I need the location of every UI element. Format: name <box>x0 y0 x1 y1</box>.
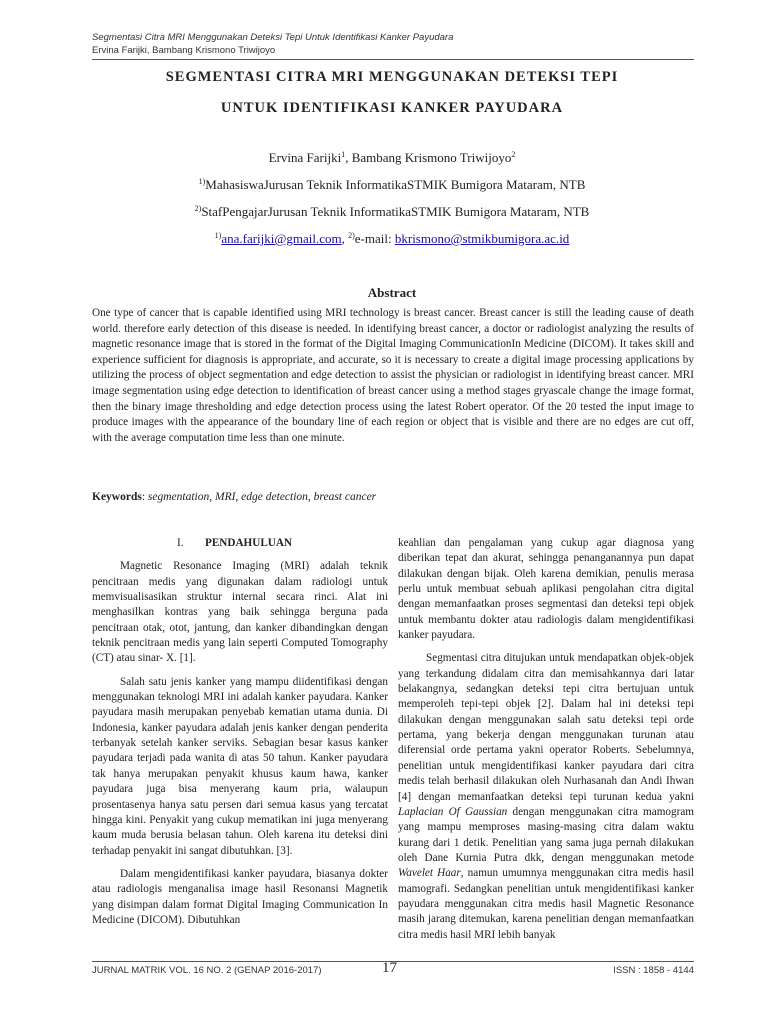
affiliation-1-sup: 1) <box>198 177 206 186</box>
body-paragraph: Dalam mengidentifikasi kanker payudara, biasanya dokter atau radiologis menganalisa image hasil Resonansi Magnetik yang disimpan dalam format Digital Imaging Communication In Medicine (DICOM). Dibutuhkan <box>92 867 388 926</box>
email-separator: , <box>341 231 349 246</box>
paragraph-text: , namun umumnya menggunakan citra medis hasil mamografi. Sedangkan penelitian untuk mengidentifikasi kanker payudara menggunakan citra medis hasil Magnetic Resonance masih jarang ditemukan, karena penelitian dengan memanfaatkan citra medis hasil MRI lebih banyak <box>398 867 694 941</box>
affiliation-2 <box>92 198 692 225</box>
keywords-text: segmentation, MRI, edge detection, breast cancer <box>147 491 377 503</box>
header-rule <box>92 59 694 60</box>
paper-title-line-2: UNTUK IDENTIFIKASI KANKER PAYUDARA <box>220 100 564 116</box>
email-line <box>92 225 692 252</box>
author-block <box>92 144 692 252</box>
abstract-heading: Abstract <box>367 285 417 300</box>
paragraph-text: Segmentasi citra ditujukan untuk mendapatkan objek-objek yang terkandung didalam citra dan memisahkannya dari latar belakangnya, sedangkan deteksi tepi citra bertujuan untuk memperoleh tepi-tepi objek [2]. Dalam hal ini deteksi tepi dilakukan dengan menggunakan salah satu deteksi tepi orde pertama, yang bekerja dengan menggunakan turunan atau diferensial orde pertama yakni operator Roberts. Sebelumnya, penelitian untuk mengidentifikasi kanker payudara dari citra medis telah berhasil dilakukan oleh Nurhasanah dan Andi Ihwan [4] dengan memanfaatkan deteksi tepi turunan kedua yakni <box>398 652 694 803</box>
section-title: PENDAHULUAN <box>205 537 293 549</box>
email-1-sup: 1) <box>214 231 222 240</box>
right-column <box>398 536 694 951</box>
body-paragraph: Salah satu jenis kanker yang mampu diidentifikasi dengan menggunakan teknologi MRI ini adalah kanker payudara. Kanker payudara masih merupakan penyebab kematian utama dunia. Di Indonesia, kanker payudara adalah jenis kanker dengan penderita terbanyak setelah kanker serviks. Sebagian besar kasus kanker payudara terjadi pada wanita di atas 50 tahun. Kanker payudara tak hanya merupakan penyakit khusus kaum hawa, kanker payudara juga bisa menyerang kaum pria, walaupun prosentasenya hanya satu persen dari semua kasus yang tercatat hingga kini. Penyakit yang cukup mematikan ini juga menyerang kaum muda berusia belasan tahun. Oleh karena itu deteksi dini terhadap penyakit ini sangat dibutuhkan. [3]. <box>92 675 388 857</box>
journal-name: JURNAL MATRIK VOL. 16 NO. 2 (GENAP 2016-2017) <box>92 965 322 976</box>
running-header-title: Segmentasi Citra MRI Menggunakan Deteksi Tepi Untuk Identifikasi Kanker Payudara <box>92 32 454 43</box>
running-header <box>92 31 692 57</box>
body-paragraph <box>398 651 694 943</box>
paper-title-line-1: SEGMENTASI CITRA MRI MENGGUNAKAN DETEKSI TEPI <box>165 69 619 85</box>
author-1-sup: 1 <box>341 150 346 159</box>
keywords-label: Keywords <box>92 491 142 503</box>
email-2-sup: 2) <box>348 231 355 240</box>
author-name-2: , Bambang Krismono Triwijoyo <box>345 150 512 165</box>
affiliation-1-text: MahasiswaJurusan Teknik InformatikaSTMIK Bumigora Mataram, NTB <box>205 177 586 192</box>
affiliation-2-text: StafPengajarJurusan Teknik InformatikaSTMIK Bumigora Mataram, NTB <box>201 204 590 219</box>
email-label: e-mail: <box>354 231 395 246</box>
body-paragraph: Magnetic Resonance Imaging (MRI) adalah teknik pencitraan medis yang digunakan dalam radiologi untuk memvisualisasikan struktur internal secara rinci. Alat ini menghasilkan kontras yang baik sehingga berguna pada pencitraan otak, otot, jantung, dan kanker dibandingkan dengan teknik pencitraan medis yang lain seperti Computed Tomography (CT) atau sinar- X. [1]. <box>92 560 388 665</box>
section-number: I. <box>177 537 184 549</box>
abstract-text: One type of cancer that is capable identified using MRI technology is breast cancer. Breast cancer is still the leading cause of death world. therefore early detection of this disease is needed. In identifying breast cancer, a doctor or radiologist analyzing the results of magnetic resonance image that is stored in the format of the Digital Imaging CommunicationIn Medicine (DICOM). It takes skill and experience sufficient for diagnosis is appropriate, and accurate, so it is necessary to create a digital image processing applications by utilizing the process of object segmentation and edge detection to assist the physician or radiologist in identifying breast cancer. MRI image segmentation using edge detection to identification of breast cancer using a method stages gryascale change the image format, then the binary image thresholding and edge detection process using the latest Robert operator. Of the 20 tested the input image to produce images with the appearance of the boundary line of each region or object that is visible and there are no edges are cut off, with the average computation time less than one minute. <box>92 307 694 444</box>
page-footer <box>92 962 694 980</box>
author-name-1: Ervina Farijki <box>268 150 342 165</box>
keywords-line <box>92 489 694 505</box>
issn: ISSN : 1858 - 4144 <box>613 965 694 976</box>
author-names <box>92 144 692 171</box>
keywords-colon: : <box>141 491 148 503</box>
author-2-sup: 2 <box>511 150 516 159</box>
paragraph-text: dengan menggunakan citra mamogram yang mampu memproses masing-masing citra dalam waktu kurang dari 1 detik. Penelitian yang sama juga pernah dilakukan oleh Dane Kurnia Putra dkk, dengan menggunakan metode <box>398 805 694 864</box>
affiliation-1 <box>92 171 692 198</box>
email-link-2[interactable]: bkrismono@stmikbumigora.ac.id <box>394 231 570 246</box>
italic-term: Laplacian Of Gaussian <box>398 805 508 818</box>
email-link-1[interactable]: ana.farijki@gmail.com <box>221 231 342 246</box>
section-heading <box>92 536 388 551</box>
paper-title <box>92 63 692 122</box>
affiliation-2-sup: 2) <box>194 204 202 213</box>
italic-term: Wavelet Haar <box>398 867 461 880</box>
body-paragraph: keahlian dan pengalaman yang cukup agar diagnosa yang diberikan tepat dan akurat, sehingga penanganannya pun dapat dilakukan dengan bijak. Oleh karena demikian, penulis merasa perlu untuk membuat sebuah aplikasi pengolahan citra digital dengan memanfaatkan proses segmentasi dan deteksi tepi objek untuk membantu dokter atau radiologis dalam mengidentifikasi kanker payudara. <box>398 537 694 642</box>
page-number: 17 <box>382 960 397 976</box>
running-header-authors: Ervina Farijki, Bambang Krismono Triwijoyo <box>92 45 276 56</box>
left-column <box>92 536 388 936</box>
